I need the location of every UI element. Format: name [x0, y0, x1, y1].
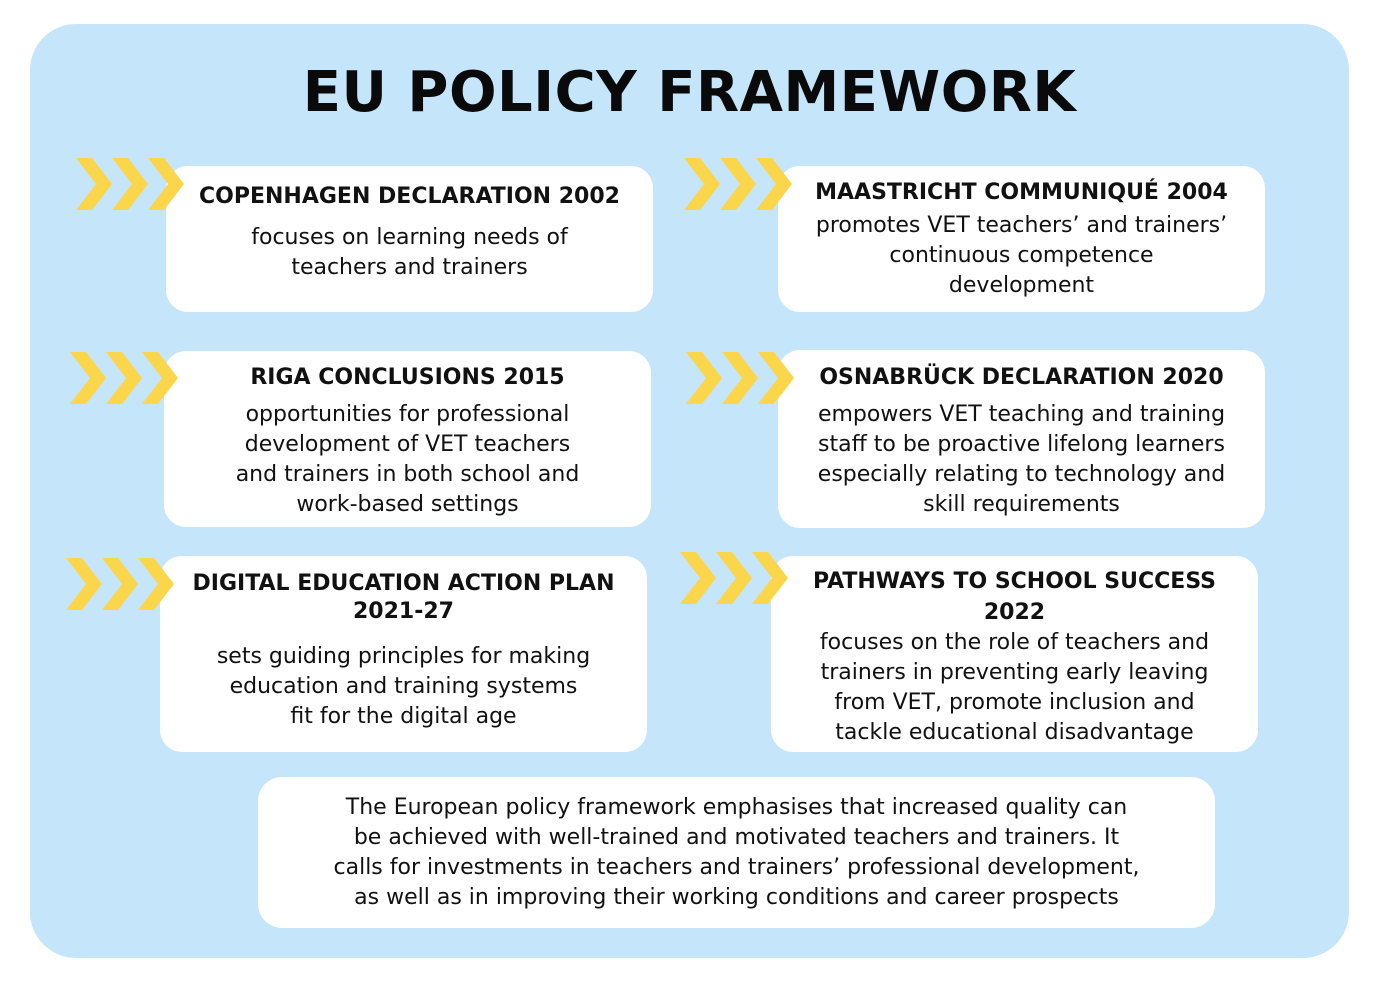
card-pathways [771, 556, 1258, 752]
card-digital-education [160, 556, 647, 752]
card-maastricht [778, 166, 1265, 312]
card-title: DIGITAL EDUCATION ACTION PLAN 2021-27 [192, 571, 615, 624]
card-text: empowers VET teaching and training staff to be proactive lifelong learners especially relating to technology and skill requirements [817, 402, 1226, 517]
card-riga [164, 351, 651, 527]
card-title: OSNABRÜCK DECLARATION 2020 [819, 365, 1224, 390]
card-copenhagen [166, 166, 653, 312]
chevron-icon [70, 348, 182, 408]
card-text: promotes VET teachers’ and trainers’ continuous competence development [815, 213, 1228, 298]
summary-text: The European policy framework emphasises that increased quality can be achieved with well-trained and motivated teachers and trainers. It calls for investments in teachers and trainers’ professional development, as well as in improving their working conditions and career prospects [333, 794, 1140, 910]
card-osnabrueck [778, 350, 1265, 528]
card-title: PATHWAYS TO SCHOOL SUCCESS 2022 [812, 569, 1217, 625]
chevron-icon [76, 154, 188, 214]
chevron-icon [684, 154, 796, 214]
card-title: COPENHAGEN DECLARATION 2002 [199, 184, 620, 209]
card-text: sets guiding principles for making education and training systems fit for the digital age [216, 644, 591, 729]
summary-box [258, 777, 1215, 928]
card-title: RIGA CONCLUSIONS 2015 [250, 365, 565, 390]
card-text: opportunities for professional development of VET teachers and trainers in both school and work-based settings [235, 402, 580, 517]
chevron-icon [680, 548, 792, 608]
page-title: EU POLICY FRAMEWORK [302, 60, 1077, 125]
card-title: MAASTRICHT COMMUNIQUÉ 2004 [815, 180, 1228, 205]
chevron-icon [66, 554, 178, 614]
chevron-icon [686, 348, 798, 408]
card-text: focuses on the role of teachers and trainers in preventing early leaving from VET, promote inclusion and tackle educational disadvantage [819, 630, 1210, 745]
card-text: focuses on learning needs of teachers and trainers [251, 225, 568, 280]
